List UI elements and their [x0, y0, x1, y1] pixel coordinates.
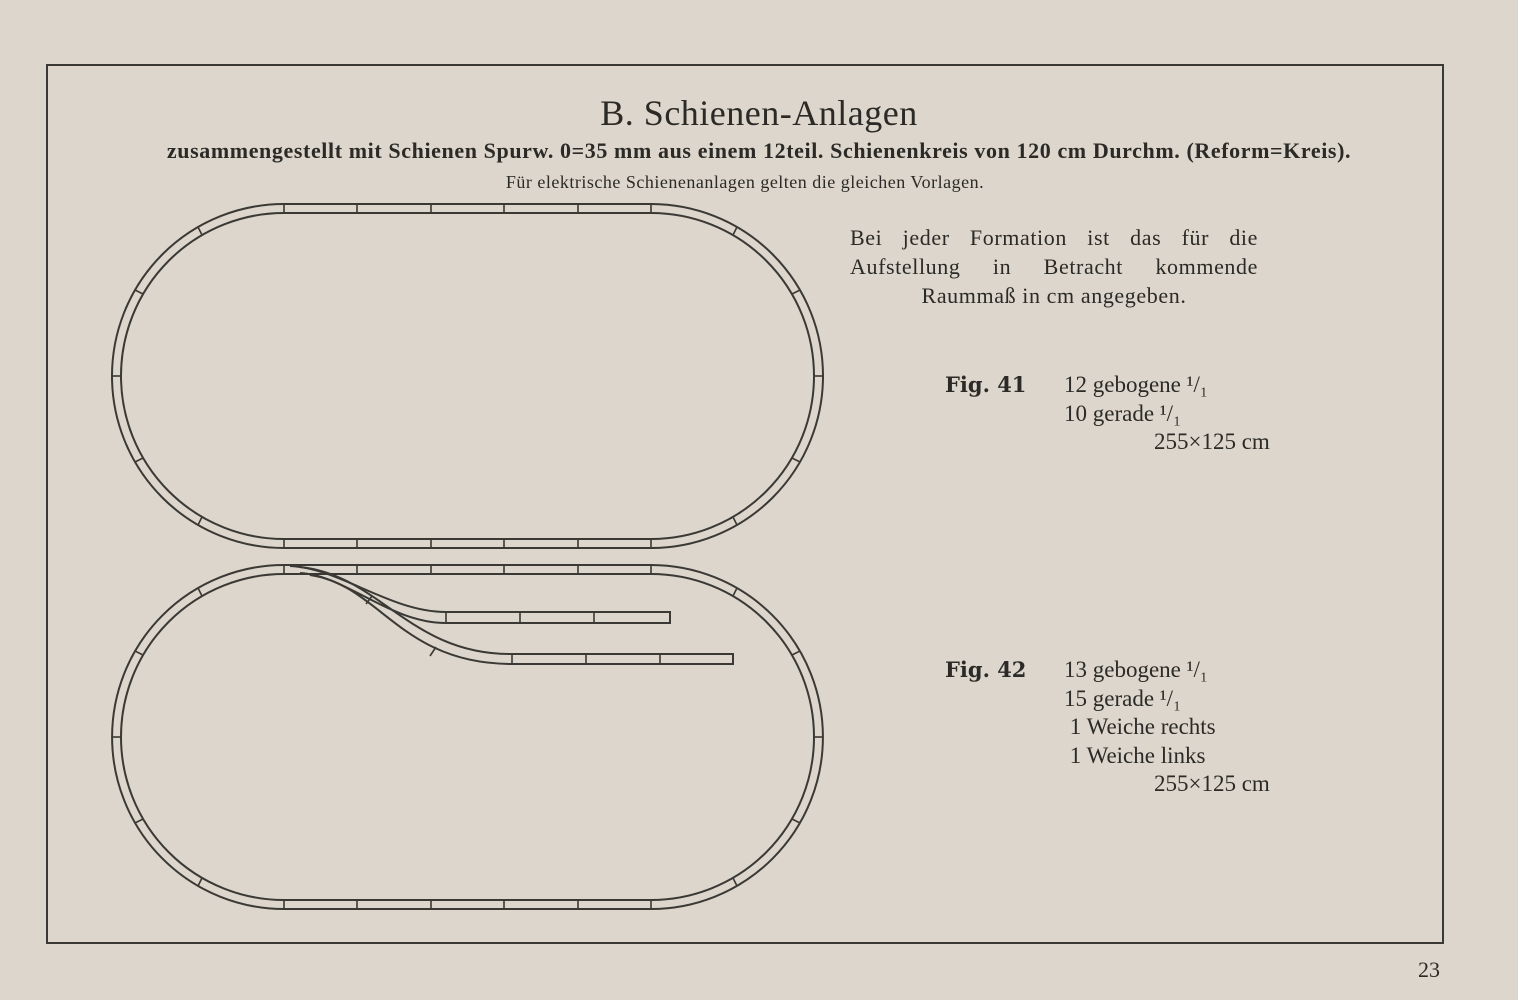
fig-41-label: Fig. 41 — [945, 372, 1027, 397]
fig-42-item: 1 Weiche rechts — [1064, 714, 1216, 739]
intro-text — [850, 223, 1258, 310]
intro-line-2: Aufstellung in Betracht kommende — [850, 254, 1258, 279]
page-note: Für elektrische Schienenanlagen gelten die gleichen Vorlagen. — [505, 172, 985, 192]
fig-42-item: 1 Weiche links — [1064, 742, 1206, 768]
fig-41-dimension: 255×125 cm — [1154, 429, 1270, 454]
fig-41-item: 10 gerade ¹/₁ — [1064, 400, 1182, 426]
fig-41-diagram — [112, 204, 823, 548]
intro-line-3: Raummaß in cm angegeben. — [921, 283, 1187, 308]
fig-42-parts — [1064, 656, 1270, 799]
fig-41-item: 12 gebogene ¹/₁ — [1064, 372, 1208, 397]
fig-42-diagram — [112, 565, 823, 909]
intro-line-1: Bei jeder Formation ist das für die — [850, 225, 1258, 250]
fig-42-item: 13 gebogene ¹/₁ — [1064, 657, 1208, 682]
page-number: 23 — [1418, 957, 1440, 982]
page-subtitle: zusammengestellt mit Schienen Spurw. 0=35 mm aus einem 12teil. Schienenkreis von 120 cm Durchm. (Reform=Kreis). — [166, 138, 1352, 163]
page-title: B. Schienen-Anlagen — [600, 93, 918, 133]
fig-41-parts — [1064, 371, 1270, 457]
fig-42-dimension: 255×125 cm — [1154, 771, 1270, 796]
fig-42-item: 15 gerade ¹/₁ — [1064, 685, 1182, 711]
fig-42-label: Fig. 42 — [945, 657, 1027, 682]
